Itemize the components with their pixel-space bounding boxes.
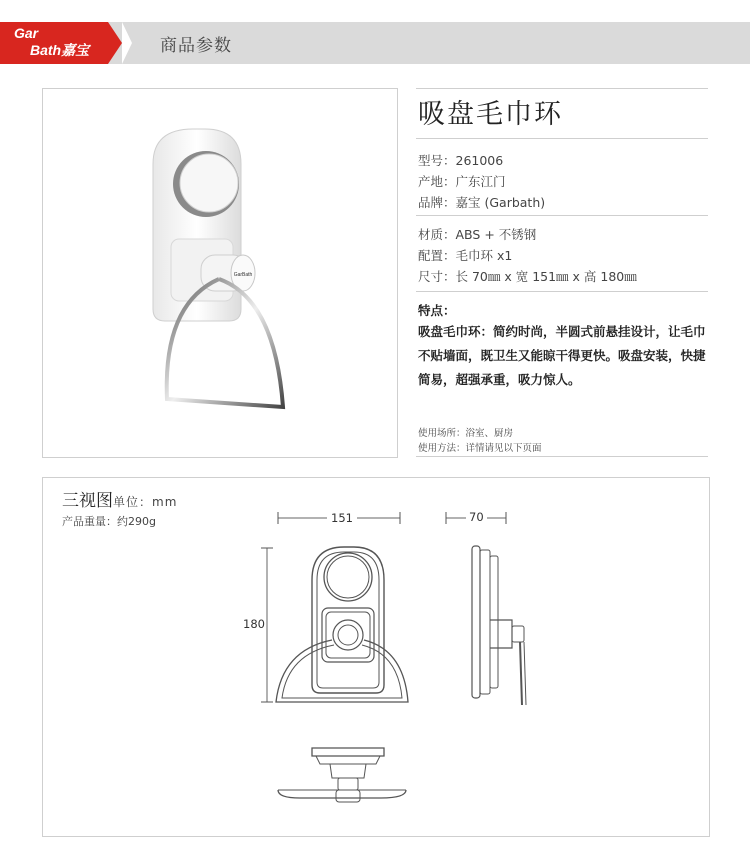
product-photo <box>43 89 397 457</box>
width-dimension-label: 151 <box>327 511 357 525</box>
product-brand: 品牌：嘉宝 (Garbath) <box>418 195 546 210</box>
usage-place: 使用场所：浴室、厨房 <box>418 428 514 439</box>
product-model: 型号：261006 <box>418 153 504 168</box>
divider-1 <box>416 138 708 139</box>
brand-logo-line1: Gar <box>14 25 39 41</box>
divider-top <box>416 88 708 89</box>
unit-label: 单位：mm <box>113 495 178 509</box>
logo-arrow-shape <box>108 22 122 64</box>
product-weight: 产品重量：约290g <box>62 515 156 528</box>
product-origin: 产地：广东江门 <box>418 174 506 189</box>
product-material: 材质：ABS + 不锈钢 <box>418 227 537 242</box>
height-dimension-label: 180 <box>243 617 265 631</box>
divider-bottom <box>416 456 708 457</box>
depth-dimension-label: 70 <box>466 510 487 524</box>
svg-text:GarBath: GarBath <box>233 272 253 278</box>
product-image-frame <box>42 88 398 458</box>
divider-3 <box>416 291 708 292</box>
features-heading: 特点： <box>418 303 456 318</box>
three-view-title: 三视图 <box>62 491 113 511</box>
product-size: 尺寸：长 70㎜ x 宽 151㎜ x 高 180㎜ <box>418 269 637 284</box>
logo-arrow-divider <box>122 22 132 64</box>
usage-method: 使用方法：详情请见以下页面 <box>418 443 542 454</box>
product-config: 配置：毛巾环 x1 <box>418 248 513 263</box>
three-view-frame <box>42 477 710 837</box>
features-text: 吸盘毛巾环：简约时尚，半圆式前悬挂设计，让毛巾不贴墙面，既卫生又能晾干得更快。吸盘安装，快捷简易，超强承重，吸力惊人。 <box>418 324 706 387</box>
product-name: 吸盘毛巾环 <box>418 99 563 130</box>
brand-logo-line2: Bath嘉宝 <box>30 42 90 58</box>
three-view-heading <box>62 486 177 511</box>
divider-2 <box>416 215 708 216</box>
section-title: 商品参数 <box>160 36 232 56</box>
